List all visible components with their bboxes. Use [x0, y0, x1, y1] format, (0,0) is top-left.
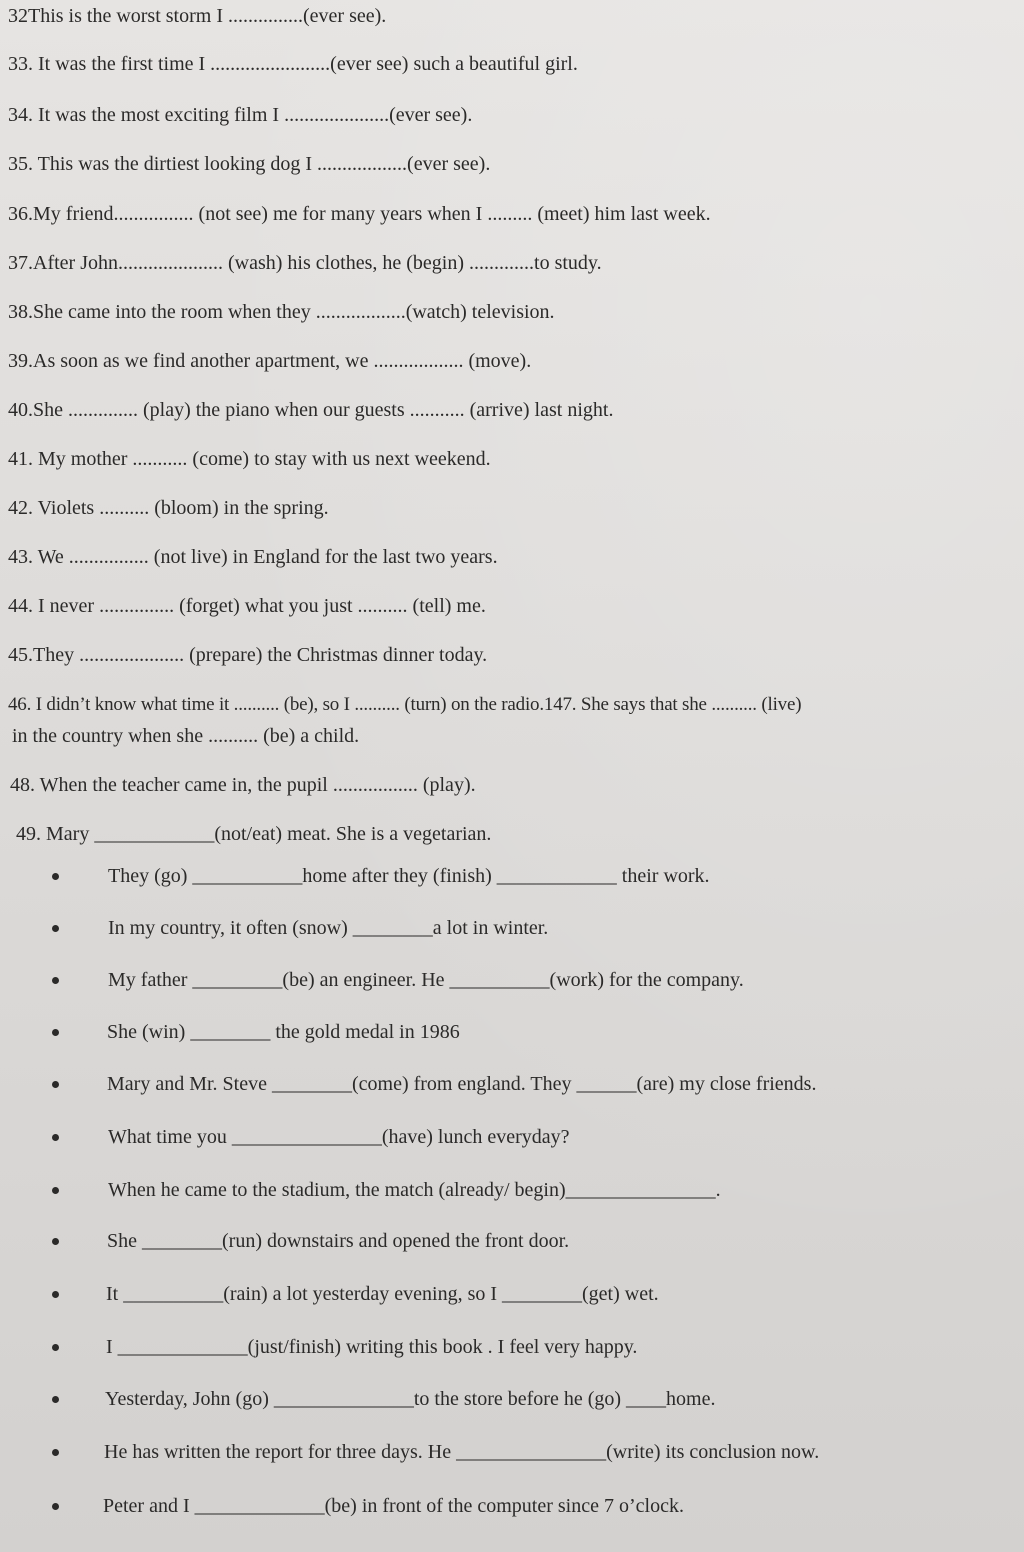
exercise-text: This was the dirtiest looking dog I ..................(ever see).: [37, 153, 491, 175]
bullet-text: They (go) ___________home after they (finish) ____________ their work.: [108, 865, 710, 887]
bullet-icon: [52, 1449, 59, 1456]
bullet-text: Peter and I _____________(be) in front of the computer since 7 o’clock.: [103, 1495, 684, 1517]
bullet-icon: [52, 1344, 59, 1351]
bullet-text: My father _________(be) an engineer. He __________(work) for the company.: [108, 969, 744, 991]
exercise-number: 41.: [8, 448, 33, 470]
exercise-46-continuation: [12, 724, 359, 748]
exercise-number: 40.: [8, 399, 33, 421]
exercise-number: 39.: [8, 350, 33, 372]
exercise-number: 44.: [8, 595, 33, 617]
exercise-text: It was the most exciting film I .....................(ever see).: [38, 104, 473, 126]
exercise-number: 36.: [8, 203, 33, 225]
exercise-37: [8, 251, 602, 275]
exercise-number: 45.: [8, 644, 33, 666]
bullet-icon: [52, 1081, 59, 1088]
exercise-text: It was the first time I ........................(ever see) such a beautiful girl.: [38, 53, 578, 75]
bullet-text: In my country, it often (snow) ________a lot in winter.: [108, 917, 549, 939]
exercise-text: As soon as we find another apartment, we .................. (move).: [33, 350, 532, 372]
bullet-icon: [52, 925, 59, 932]
exercise-number: 33.: [8, 53, 33, 75]
exercise-35: [8, 152, 490, 176]
bullet-text: When he came to the stadium, the match (already/ begin)_______________.: [108, 1179, 721, 1201]
exercise-number: 37.: [8, 252, 33, 274]
bullet-text: What time you _______________(have) lunch everyday?: [108, 1126, 570, 1148]
exercise-text: in the country when she .......... (be) a child.: [12, 725, 360, 747]
exercise-40: [8, 398, 613, 422]
exercise-41: [8, 447, 491, 471]
bullet-text: Yesterday, John (go) ______________to the store before he (go) ____home.: [105, 1388, 716, 1410]
exercise-text: Violets .......... (bloom) in the spring.: [37, 497, 329, 519]
bullet-text: She ________(run) downstairs and opened the front door.: [107, 1230, 570, 1252]
exercise-number: 34.: [8, 104, 33, 126]
exercise-number: 35.: [8, 153, 33, 175]
exercise-text: We ................ (not live) in England for the last two years.: [37, 546, 498, 568]
exercise-49: [16, 822, 491, 846]
bullet-text: She (win) ________ the gold medal in 1986: [107, 1021, 460, 1043]
bullet-icon: [52, 1291, 59, 1298]
exercise-text: My mother ........... (come) to stay with us next weekend.: [38, 448, 491, 470]
exercise-text: She came into the room when they ..................(watch) television.: [33, 301, 555, 323]
bullet-icon: [52, 977, 59, 984]
exercise-text: Mary ____________(not/eat) meat. She is a vegetarian.: [46, 823, 492, 845]
exercise-number: 48.: [10, 774, 35, 796]
exercise-48: [10, 773, 476, 797]
exercise-43: [8, 545, 498, 569]
exercise-46: [8, 693, 801, 717]
exercise-36: [8, 202, 711, 226]
exercise-text: I never ............... (forget) what you just .......... (tell) me.: [38, 595, 486, 617]
exercise-33: [8, 52, 578, 76]
exercise-45: [8, 643, 487, 667]
bullet-text: It __________(rain) a lot yesterday evening, so I ________(get) wet.: [106, 1283, 659, 1305]
bullet-icon: [52, 1134, 59, 1141]
bullet-icon: [52, 1238, 59, 1245]
exercise-number: 49.: [16, 823, 41, 845]
exercise-text: She .............. (play) the piano when our guests ........... (arrive) last night.: [33, 399, 614, 421]
exercise-text: When the teacher came in, the pupil ................. (play).: [39, 774, 476, 796]
exercise-text: My friend................ (not see) me for many years when I ......... (meet) him last week.: [33, 203, 711, 225]
exercise-text: This is the worst storm I ...............(ever see).: [28, 5, 387, 27]
bullet-icon: [52, 1029, 59, 1036]
exercise-text: After John..................... (wash) his clothes, he (begin) .............to study.: [33, 252, 602, 274]
exercise-number: 43.: [8, 546, 33, 568]
bullet-icon: [52, 1396, 59, 1403]
bullet-text: He has written the report for three days. He _______________(write) its conclusion now.: [104, 1441, 820, 1463]
exercise-42: [8, 496, 329, 520]
bullet-text: I _____________(just/finish) writing this book . I feel very happy.: [106, 1336, 638, 1358]
exercise-number: 46.: [8, 694, 32, 715]
bullet-icon: [52, 1187, 59, 1194]
exercise-38: [8, 300, 555, 324]
exercise-number: 42.: [8, 497, 33, 519]
exercise-32: [8, 4, 386, 28]
exercise-text: They ..................... (prepare) the Christmas dinner today.: [33, 644, 488, 666]
exercise-number: 32: [8, 5, 28, 27]
bullet-icon: [52, 1503, 59, 1510]
bullet-text: Mary and Mr. Steve ________(come) from england. They ______(are) my close friends.: [107, 1073, 817, 1095]
exercise-text: I didn’t know what time it .......... (be), so I .......... (turn) on the radio.147. She says that she .......... (live): [35, 694, 802, 715]
exercise-44: [8, 594, 486, 618]
exercise-39: [8, 349, 531, 373]
exercise-34: [8, 103, 472, 127]
exercise-number: 38.: [8, 301, 33, 323]
bullet-icon: [52, 873, 59, 880]
